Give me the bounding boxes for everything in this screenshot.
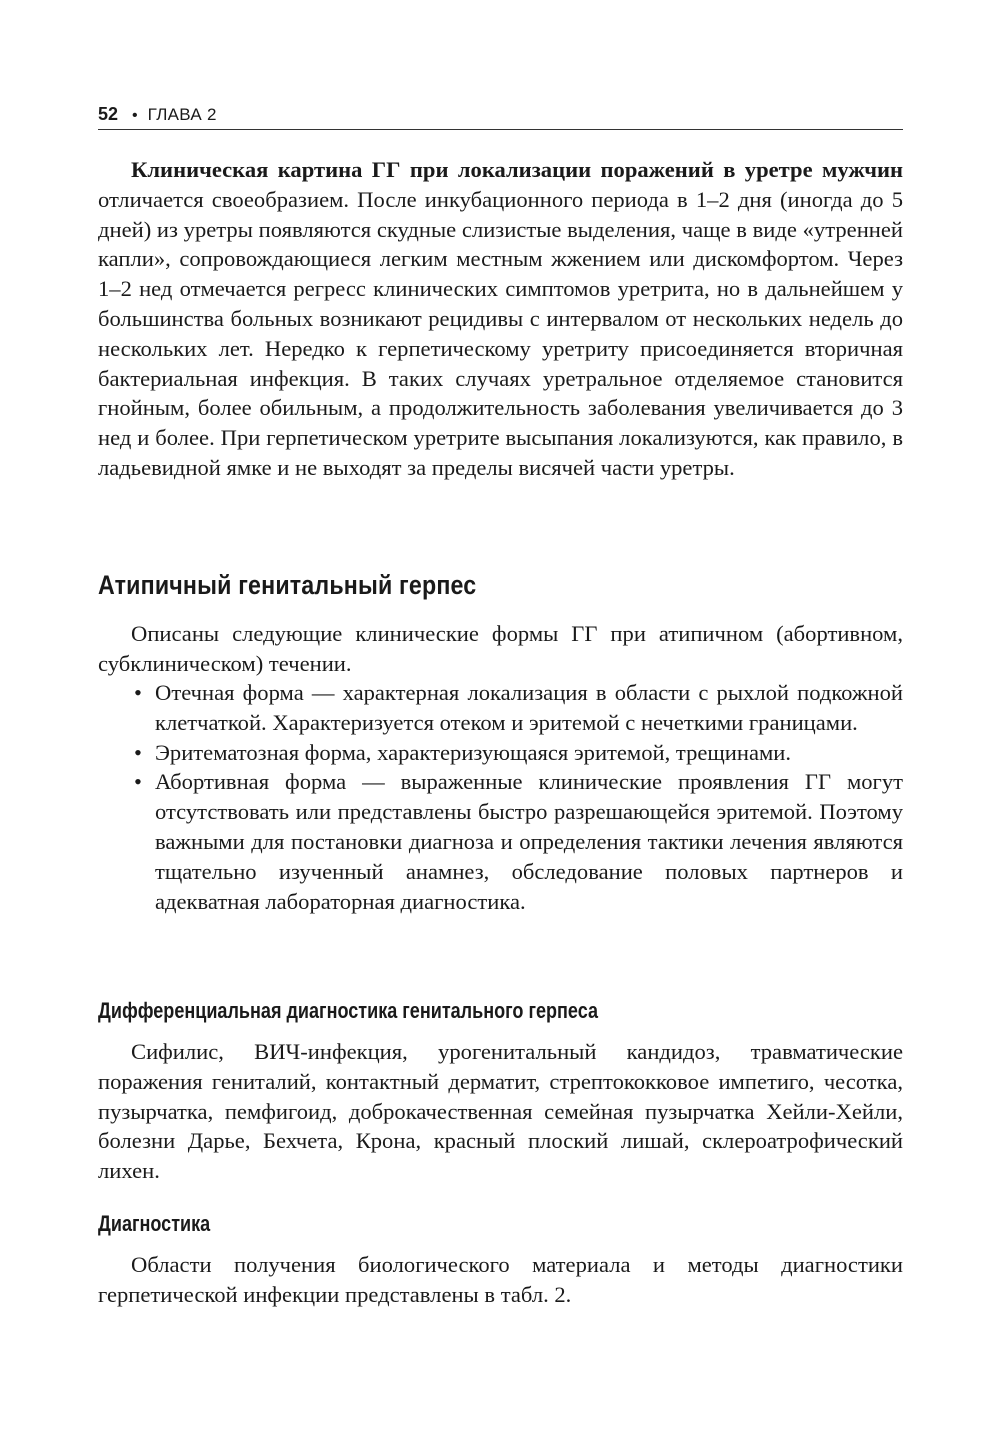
paragraph-urethral-herpes: [98, 155, 903, 483]
list-item: [98, 678, 903, 738]
list-item-text: Отечная форма — характерная локализация в области с рыхлой подкожной клетчаткой. Характеризуется отеком и эритемой с нечеткими границами.: [155, 680, 903, 735]
paragraph-differential: Сифилис, ВИЧ-инфекция, урогенитальный кандидоз, травматические поражения гениталий, контактный дерматит, стрептококковое импетиго, чесотка, пузырчатка, пемфигоид, доброкачественная семейная пузырчатка Хейли-Хейли, болезни Дарье, Бехчета, Крона, красный плоский лишай, склероатрофический лихен.: [98, 1039, 903, 1184]
header-rule: [98, 129, 903, 130]
running-head: [98, 100, 903, 128]
paragraph-atypical-intro: Описаны следующие клинические формы ГГ при атипичном (абортивном, субклиническом) течении.: [98, 621, 903, 676]
page-number: 52: [98, 104, 119, 124]
section-heading-atypical: Атипичный генитальный герпес: [98, 570, 477, 600]
bullet-icon: •: [134, 680, 142, 705]
section-heading-differential: Дифференциальная диагностика генитального герпеса: [98, 998, 599, 1023]
paragraph-body: отличается своеобразием. После инкубационного периода в 1–2 дня (иногда до 5 дней) из уретры появляются скудные слизистые выделения, чаще в виде «утренней капли», сопровождающиеся легким местным жжением или дискомфортом. Через 1–2 нед отмечается регресс клинических симптомов уретрита, но в дальнейшем у большинства больных возникают рецидивы с интервалом от нескольких недель до нескольких лет. Нередко к герпетическому уретриту присоединяется вторичная бактериальная инфекция. В таких случаях уретральное отделяемое становится гнойным, более обильным, а продолжительность заболевания увеличивается до 3 нед и более. При герпетическом уретрите высыпания локализуются, как правило, в ладьевидной ямке и не выходят за пределы висячей части уретры.: [98, 186, 903, 480]
list-item-text: Абортивная форма — выраженные клинические проявления ГГ могут отсутствовать или представлены быстро разрешающейся эритемой. Поэтому важными для постановки диагноза и определения тактики лечения являются тщательно изученный анамнез, обследование половых партнеров и адекватная лабораторная диагностика.: [155, 769, 903, 914]
paragraph-diagnostics: Области получения биологического материала и методы диагностики герпетической инфекции представлены в табл. 2.: [98, 1252, 903, 1307]
list-item: [98, 767, 903, 916]
bullet-icon: •: [134, 769, 142, 795]
chapter-title: ГЛАВА 2: [147, 105, 217, 124]
header-separator: •: [132, 107, 138, 124]
list-item-text: Эритематозная форма, характеризующаяся эритемой, трещинами.: [155, 739, 792, 765]
list-item: [98, 738, 903, 768]
section-heading-diagnostics: Диагностика: [98, 1211, 211, 1236]
clinical-forms-list: [98, 678, 903, 916]
paragraph-lead-bold: Клиническая картина ГГ при локализации поражений в уретре мужчин: [131, 157, 903, 182]
bullet-icon: •: [134, 739, 142, 765]
